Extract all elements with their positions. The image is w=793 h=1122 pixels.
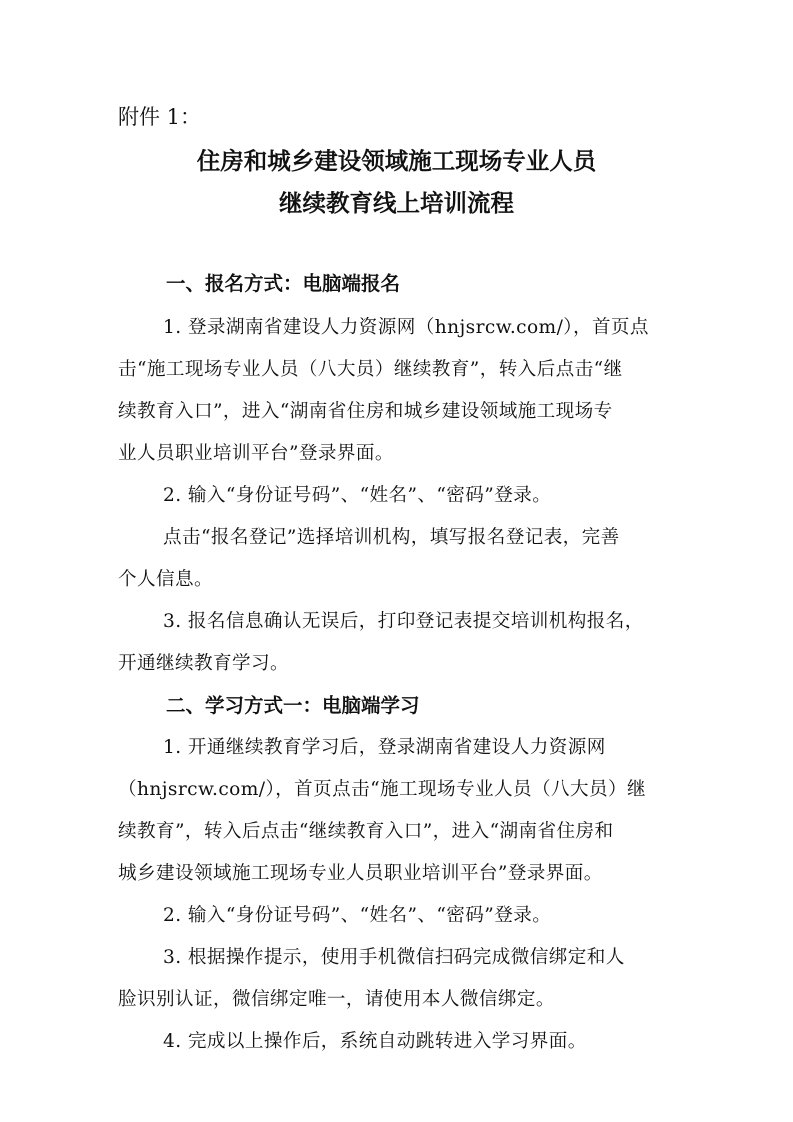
section-1-paragraph-4-line: 3. 报名信息确认无误后，打印登记表提交培训机构报名，: [163, 611, 644, 632]
section-2-paragraph-3-line: 脸识别认证，微信绑定唯一，请使用本人微信绑定。: [118, 989, 555, 1010]
section-1-paragraph-1-line: 1. 登录湖南省建设人力资源网（hnjsrcw.com/），首页点: [163, 317, 649, 338]
section-1-paragraph-1-line: 业人员职业培训平台”登录界面。: [118, 443, 394, 464]
section-2-heading: 二、学习方式一：电脑端学习: [166, 694, 420, 717]
section-2-paragraph-1-line: （hnjsrcw.com/），首页点击“施工现场专业人员（八大员）继: [118, 779, 646, 800]
section-1-heading: 一、报名方式：电脑端报名: [166, 272, 401, 295]
document-title-line-1: 住房和城乡建设领域施工现场专业人员: [196, 147, 597, 175]
section-2-paragraph-1-line: 续教育”，转入后点击“继续教育入口”，进入“湖南省住房和: [118, 821, 614, 842]
section-1-paragraph-2-line: 2. 输入“身份证号码”、“姓名”、“密码”登录。: [163, 485, 552, 506]
section-1-paragraph-4-line: 开通继续教育学习。: [118, 653, 289, 674]
section-2-paragraph-2-line: 2. 输入“身份证号码”、“姓名”、“密码”登录。: [163, 905, 552, 926]
section-2-paragraph-4-line: 4. 完成以上操作后，系统自动跳转进入学习界面。: [163, 1031, 587, 1052]
attachment-label: 附件 1：: [118, 105, 202, 129]
section-1-paragraph-3-line: 点击“报名登记”选择培训机构，填写报名登记表，完善: [163, 527, 620, 548]
document-title-line-2: 继续教育线上培训流程: [279, 189, 514, 217]
section-1-paragraph-1-line: 续教育入口”，进入“湖南省住房和城乡建设领域施工现场专: [118, 401, 613, 422]
section-1-paragraph-3-line: 个人信息。: [118, 569, 213, 590]
section-2-paragraph-1-line: 城乡建设领域施工现场专业人员职业培训平台”登录界面。: [118, 863, 603, 884]
section-1-paragraph-1-line: 击“施工现场专业人员（八大员）继续教育”，转入后点击“继: [118, 359, 623, 380]
section-2-paragraph-3-line: 3. 根据操作提示，使用手机微信扫码完成微信绑定和人: [163, 947, 625, 968]
section-2-paragraph-1-line: 1. 开通继续教育学习后，登录湖南省建设人力资源网: [163, 737, 606, 758]
